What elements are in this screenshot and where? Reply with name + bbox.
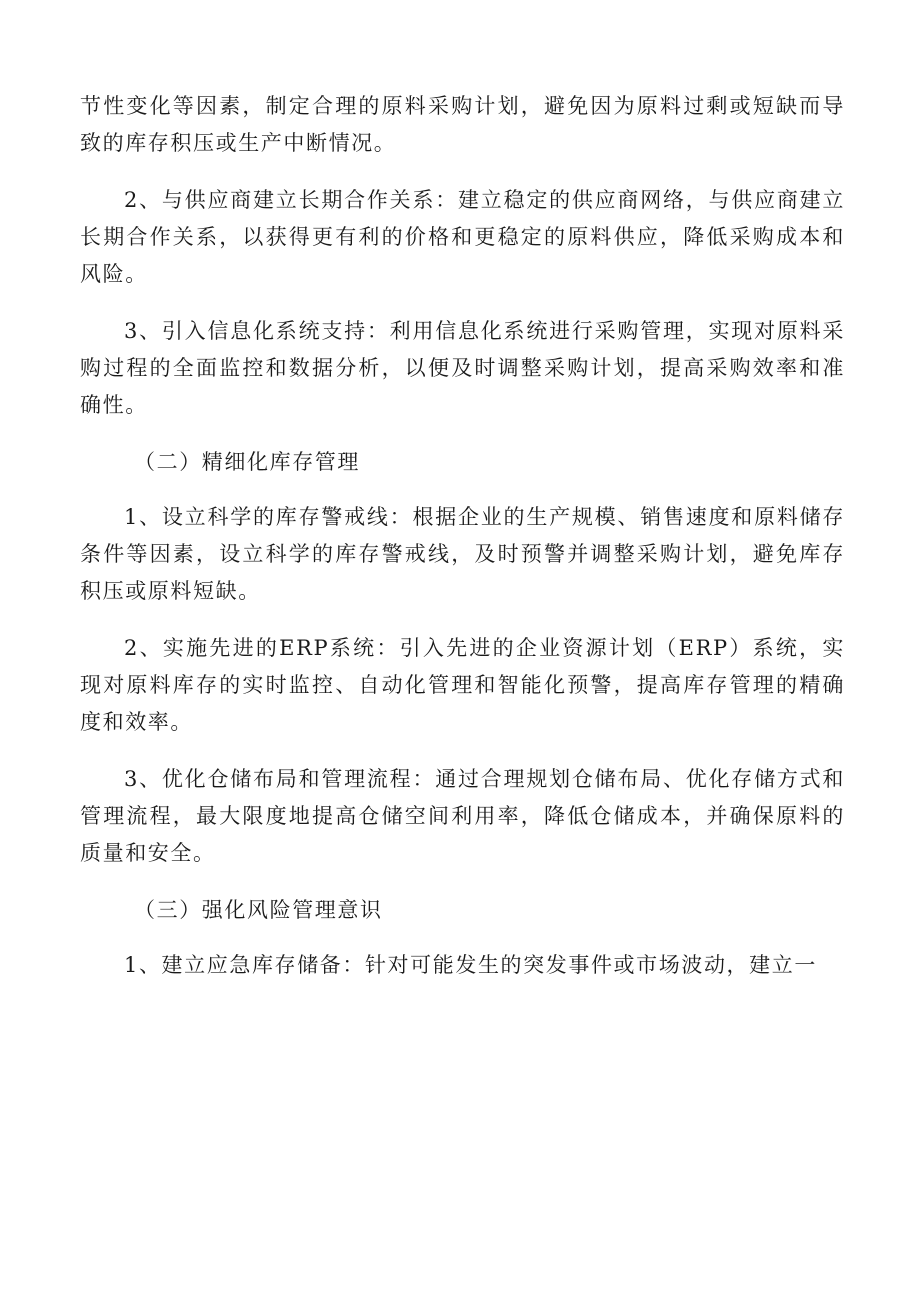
paragraph-warehouse-layout: 3、优化仓储布局和管理流程：通过合理规划仓储布局、优化存储方式和管理流程，最大限度地提高仓储空间利用率，降低仓储成本，并确保原料的质量和安全。 — [80, 767, 845, 865]
paragraph-erp-system: 2、实施先进的ERP系统：引入先进的企业资源计划（ERP）系统，实现对原料库存的实时监控、自动化管理和智能化预警，提高库存管理的精确度和效率。 — [80, 636, 845, 734]
document-page — [80, 88, 845, 1004]
paragraph-warning-line: 1、设立科学的库存警戒线：根据企业的生产规模、销售速度和原料储存条件等因素，设立科学的库存警戒线，及时预警并调整采购计划，避免库存积压或原料短缺。 — [80, 505, 845, 603]
paragraph-emergency-reserve: 1、建立应急库存储备：针对可能发生的突发事件或市场波动，建立一 — [124, 953, 817, 977]
paragraph-continuation: 节性变化等因素，制定合理的原料采购计划，避免因为原料过剩或短缺而导致的库存积压或生产中断情况。 — [80, 94, 845, 155]
section-heading-risk: （三）强化风险管理意识 — [134, 898, 383, 922]
section-heading-inventory: （二）精细化库存管理 — [134, 450, 360, 474]
paragraph-supplier-cooperation: 2、与供应商建立长期合作关系：建立稳定的供应商网络，与供应商建立长期合作关系，以获得更有利的价格和更稳定的原料供应，降低采购成本和风险。 — [80, 188, 845, 286]
paragraph-information-system: 3、引入信息化系统支持：利用信息化系统进行采购管理，实现对原料采购过程的全面监控和数据分析，以便及时调整采购计划，提高采购效率和准确性。 — [80, 319, 845, 417]
